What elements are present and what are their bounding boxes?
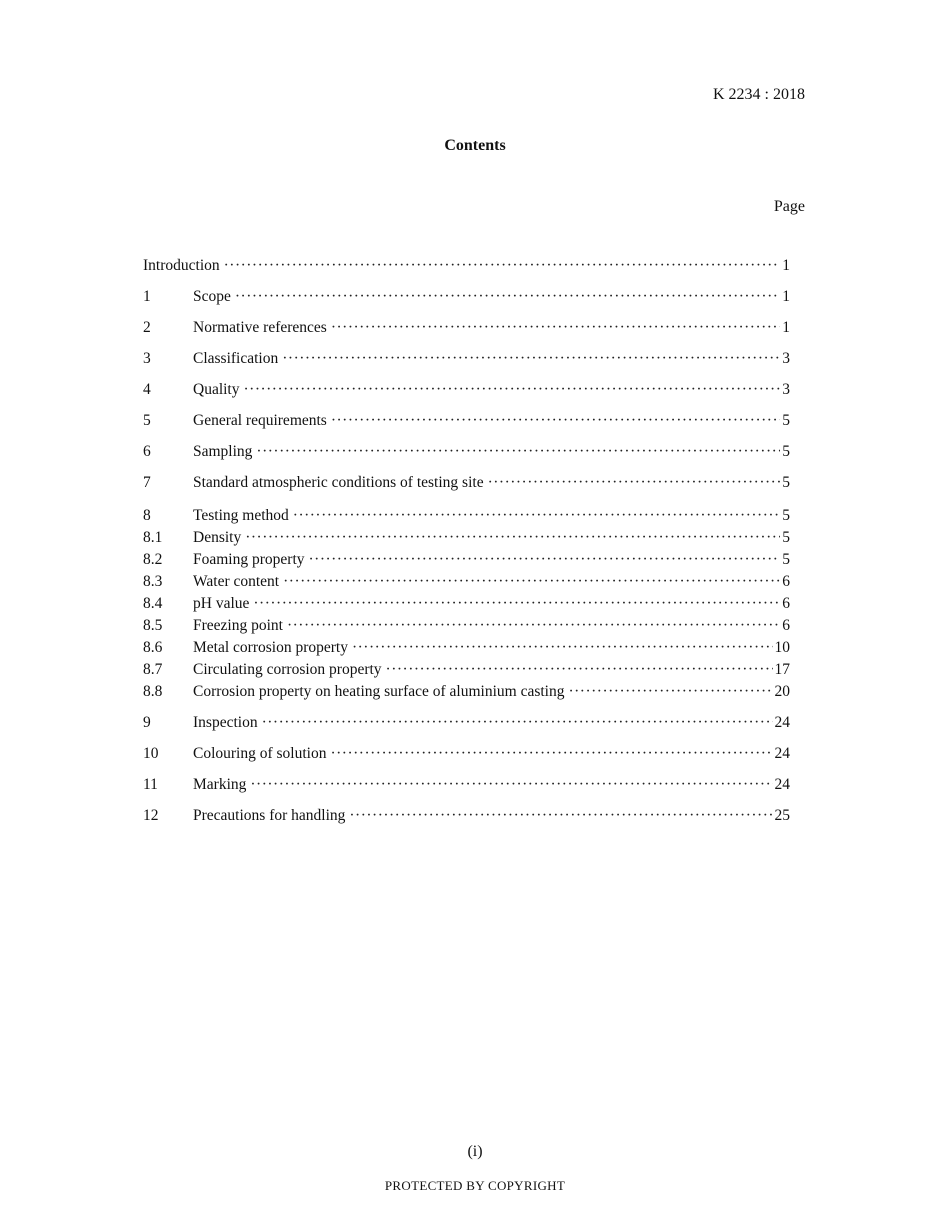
- toc-number: 8.6: [143, 639, 163, 656]
- toc-page: 1: [782, 257, 790, 274]
- toc-entry-scope[interactable]: [143, 286, 790, 308]
- toc-label: Metal corrosion property: [193, 639, 348, 656]
- toc-entry-metal-corrosion-property[interactable]: [143, 637, 790, 659]
- toc-page: 5: [782, 551, 790, 568]
- toc-entry-introduction[interactable]: [143, 255, 790, 277]
- toc-entry-normative-references[interactable]: [143, 317, 790, 339]
- dot-leader: [245, 527, 780, 549]
- toc-entry-corrosion-heating-surface[interactable]: [143, 681, 790, 703]
- page-number: (i): [467, 1143, 483, 1160]
- dot-leader: [244, 379, 781, 401]
- toc-label: Colouring of solution: [193, 745, 327, 762]
- dot-leader: [386, 659, 773, 681]
- toc-page: 6: [782, 573, 790, 590]
- toc-page: 1: [782, 288, 790, 305]
- toc-entry-quality[interactable]: [143, 379, 790, 401]
- toc-number: 11: [143, 776, 158, 793]
- toc-page: 24: [774, 745, 790, 762]
- toc-label: Freezing point: [193, 617, 283, 634]
- toc-entry-standard-atmospheric-conditions[interactable]: [143, 472, 790, 496]
- dot-leader: [349, 805, 772, 827]
- toc-label: Scope: [193, 288, 231, 305]
- toc-page: 5: [782, 507, 790, 524]
- toc-page: 3: [782, 381, 790, 398]
- toc-page: 1: [782, 319, 790, 336]
- dot-leader: [331, 410, 780, 432]
- dot-leader: [224, 255, 781, 277]
- toc-entry-ph-value[interactable]: [143, 593, 790, 615]
- dot-leader: [250, 774, 772, 796]
- dot-leader: [253, 593, 780, 615]
- dot-leader: [282, 348, 780, 370]
- toc-number: 12: [143, 807, 159, 824]
- toc-page: 5: [782, 412, 790, 429]
- toc-number: 8.8: [143, 683, 163, 700]
- toc-page: 20: [774, 683, 790, 700]
- dot-leader: [283, 571, 780, 593]
- toc-page: 6: [782, 595, 790, 612]
- toc-page: 17: [774, 661, 790, 678]
- dot-leader: [331, 317, 780, 339]
- toc-label: Water content: [193, 573, 280, 590]
- toc-label: Density: [193, 529, 242, 546]
- toc-number: 2: [143, 319, 151, 336]
- toc-label: Quality: [193, 381, 240, 398]
- toc-label: Corrosion property on heating surface of aluminium casting: [193, 683, 565, 700]
- toc-number: 8.4: [143, 595, 163, 612]
- table-of-contents: [143, 255, 790, 827]
- toc-number: 8: [143, 507, 151, 524]
- toc-label: Testing method: [193, 507, 289, 524]
- page-title: Contents: [444, 137, 506, 154]
- toc-label: Inspection: [193, 714, 258, 731]
- toc-number: 10: [143, 745, 159, 762]
- toc-number: 4: [143, 381, 151, 398]
- toc-entry-inspection[interactable]: [143, 712, 790, 734]
- toc-number: 8.1: [143, 529, 163, 546]
- toc-entry-foaming-property[interactable]: [143, 549, 790, 571]
- toc-entry-testing-method[interactable]: [143, 505, 790, 527]
- toc-label: Introduction: [143, 257, 220, 274]
- toc-page: 24: [774, 776, 790, 793]
- toc-entry-classification[interactable]: [143, 348, 790, 370]
- toc-label: Standard atmospheric conditions of testing site: [193, 474, 484, 491]
- dot-leader: [293, 505, 780, 527]
- toc-number: 8.5: [143, 617, 163, 634]
- toc-page: 6: [782, 617, 790, 634]
- toc-number: 9: [143, 714, 151, 731]
- toc-entry-colouring-of-solution[interactable]: [143, 743, 790, 765]
- toc-page: 24: [774, 714, 790, 731]
- toc-number: 6: [143, 443, 151, 460]
- toc-number: 1: [143, 288, 151, 305]
- toc-number: 8.7: [143, 661, 163, 678]
- toc-page: 10: [774, 639, 790, 656]
- copyright-notice: PROTECTED BY COPYRIGHT: [384, 1178, 566, 1193]
- toc-entry-general-requirements[interactable]: [143, 410, 790, 432]
- toc-page: 3: [782, 350, 790, 367]
- dot-leader: [330, 743, 772, 765]
- dot-leader: [352, 637, 773, 659]
- page-column-heading: Page: [773, 198, 805, 215]
- dot-leader: [262, 712, 773, 734]
- toc-label: pH value: [193, 595, 250, 612]
- dot-leader: [568, 681, 772, 703]
- toc-entry-sampling[interactable]: [143, 441, 790, 463]
- toc-page: 25: [774, 807, 790, 824]
- toc-entry-freezing-point[interactable]: [143, 615, 790, 637]
- toc-label: Foaming property: [193, 551, 305, 568]
- toc-entry-circulating-corrosion-property[interactable]: [143, 659, 790, 681]
- toc-label: Precautions for handling: [193, 807, 346, 824]
- toc-number: 8.2: [143, 551, 163, 568]
- toc-label: Marking: [193, 776, 247, 793]
- toc-label: General requirements: [193, 412, 327, 429]
- toc-label: Normative references: [193, 319, 327, 336]
- toc-page: 5: [782, 443, 790, 460]
- toc-label: Classification: [193, 350, 279, 367]
- document-id: K 2234 : 2018: [713, 86, 805, 103]
- toc-page: 5: [782, 474, 790, 491]
- toc-entry-precautions-for-handling[interactable]: [143, 805, 790, 827]
- toc-label: Sampling: [193, 443, 253, 460]
- dot-leader: [309, 549, 781, 571]
- toc-number: 5: [143, 412, 151, 429]
- toc-label: Circulating corrosion property: [193, 661, 382, 678]
- toc-number: 3: [143, 350, 151, 367]
- dot-leader: [488, 472, 781, 494]
- toc-entry-water-content[interactable]: [143, 571, 790, 593]
- dot-leader: [235, 286, 780, 308]
- toc-number: 7: [143, 474, 151, 491]
- dot-leader: [256, 441, 780, 463]
- toc-entry-marking[interactable]: [143, 774, 790, 796]
- toc-page: 5: [782, 529, 790, 546]
- toc-entry-density[interactable]: [143, 527, 790, 549]
- dot-leader: [287, 615, 780, 637]
- toc-number: 8.3: [143, 573, 163, 590]
